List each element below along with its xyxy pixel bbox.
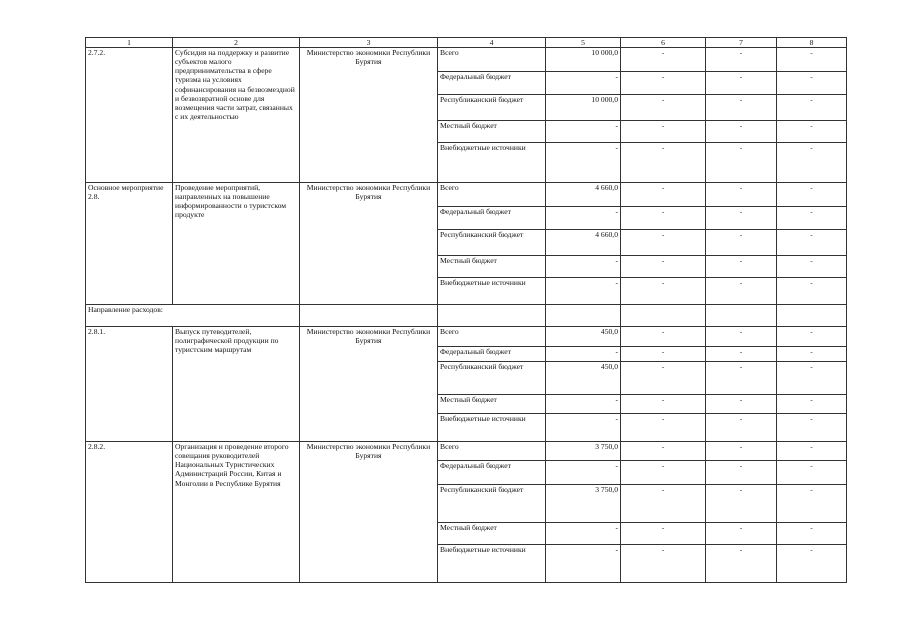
amount-dash: - (621, 143, 706, 183)
amount-total: - (546, 395, 621, 414)
funding-source: Всего (438, 183, 546, 207)
amount-dash: - (621, 183, 706, 207)
amount-dash: - (777, 347, 847, 362)
amount-dash: - (706, 278, 777, 305)
amount-dash: - (621, 48, 706, 72)
item-name: Выпуск путеводителей, полиграфической продукции по туристским маршрутам (173, 327, 300, 442)
budget-row (86, 327, 847, 347)
amount-dash: - (777, 278, 847, 305)
amount-total: 10 000,0 (546, 48, 621, 72)
item-code: 2.7.2. (86, 48, 173, 183)
amount-dash: - (706, 395, 777, 414)
amount-dash: - (706, 143, 777, 183)
amount-total: - (546, 121, 621, 143)
amount-dash: - (706, 442, 777, 461)
amount-dash: - (777, 95, 847, 121)
funding-source: Федеральный бюджет (438, 347, 546, 362)
amount-dash: - (777, 395, 847, 414)
amount-dash: - (621, 278, 706, 305)
amount-dash: - (621, 395, 706, 414)
budget-row (86, 442, 847, 461)
budget-row (86, 183, 847, 207)
funding-source: Всего (438, 327, 546, 347)
funding-source: Республиканский бюджет (438, 230, 546, 256)
empty-cell (546, 305, 621, 327)
amount-dash: - (777, 48, 847, 72)
amount-dash: - (777, 256, 847, 278)
amount-total: 450,0 (546, 327, 621, 347)
amount-dash: - (706, 523, 777, 545)
amount-total: - (546, 207, 621, 230)
amount-dash: - (621, 256, 706, 278)
item-name: Проведение мероприятий, направленных на повышение информированности о туристском продукте (173, 183, 300, 305)
funding-source: Федеральный бюджет (438, 72, 546, 95)
column-number: 3 (300, 38, 438, 48)
direction-label: Направление расходов: (86, 305, 300, 327)
amount-dash: - (621, 545, 706, 583)
funding-source: Федеральный бюджет (438, 207, 546, 230)
amount-total: 4 660,0 (546, 183, 621, 207)
amount-dash: - (777, 327, 847, 347)
amount-dash: - (621, 523, 706, 545)
amount-dash: - (777, 545, 847, 583)
column-number-row (86, 38, 847, 48)
column-number: 4 (438, 38, 546, 48)
funding-source: Республиканский бюджет (438, 95, 546, 121)
amount-total: 3 750,0 (546, 442, 621, 461)
item-code: Основное мероприятие 2.8. (86, 183, 173, 305)
amount-dash: - (777, 230, 847, 256)
amount-total: - (546, 72, 621, 95)
amount-dash: - (621, 230, 706, 256)
funding-source: Всего (438, 442, 546, 461)
amount-dash: - (706, 48, 777, 72)
amount-dash: - (777, 362, 847, 395)
amount-total: - (546, 143, 621, 183)
amount-dash: - (777, 183, 847, 207)
direction-row (86, 305, 847, 327)
column-number: 1 (86, 38, 173, 48)
item-executor: Министерство экономики Республики Бурятия (300, 327, 438, 442)
amount-dash: - (706, 121, 777, 143)
amount-dash: - (621, 327, 706, 347)
item-code: 2.8.1. (86, 327, 173, 442)
amount-dash: - (777, 121, 847, 143)
column-number: 8 (777, 38, 847, 48)
amount-dash: - (706, 230, 777, 256)
amount-total: - (546, 461, 621, 485)
funding-source: Внебюджетные источники (438, 278, 546, 305)
amount-dash: - (706, 461, 777, 485)
amount-dash: - (777, 523, 847, 545)
amount-dash: - (777, 72, 847, 95)
amount-total: 4 660,0 (546, 230, 621, 256)
empty-cell (438, 305, 546, 327)
empty-cell (777, 305, 847, 327)
amount-total: 450,0 (546, 362, 621, 395)
amount-dash: - (621, 121, 706, 143)
column-number: 5 (546, 38, 621, 48)
amount-dash: - (621, 72, 706, 95)
amount-dash: - (621, 207, 706, 230)
amount-dash: - (621, 95, 706, 121)
amount-dash: - (621, 347, 706, 362)
amount-dash: - (777, 485, 847, 523)
item-name: Субсидия на поддержку и развитие субъектов малого предпринимательства в сфере туризма на условиях софинансирования на безвозмездной и безвозвратной основе для возмещения части затрат, связанных с их деятельностью (173, 48, 300, 183)
amount-dash: - (706, 485, 777, 523)
amount-total: 10 000,0 (546, 95, 621, 121)
amount-dash: - (706, 183, 777, 207)
funding-source: Республиканский бюджет (438, 485, 546, 523)
amount-dash: - (777, 143, 847, 183)
column-number: 6 (621, 38, 706, 48)
amount-dash: - (706, 256, 777, 278)
amount-dash: - (706, 362, 777, 395)
amount-dash: - (706, 95, 777, 121)
amount-total: - (546, 414, 621, 442)
amount-total: 3 750,0 (546, 485, 621, 523)
item-executor: Министерство экономики Республики Бурятия (300, 442, 438, 583)
amount-dash: - (777, 207, 847, 230)
amount-dash: - (706, 545, 777, 583)
item-executor: Министерство экономики Республики Бурятия (300, 183, 438, 305)
amount-total: - (546, 256, 621, 278)
amount-total: - (546, 545, 621, 583)
funding-source: Республиканский бюджет (438, 362, 546, 395)
funding-source: Местный бюджет (438, 395, 546, 414)
amount-dash: - (706, 414, 777, 442)
column-number: 2 (173, 38, 300, 48)
budget-table (85, 37, 847, 583)
amount-total: - (546, 347, 621, 362)
funding-source: Внебюджетные источники (438, 143, 546, 183)
item-name: Организация и проведение второго совещания руководителей Национальных Туристических Администраций России, Китая и Монголии в Республике Бурятия (173, 442, 300, 583)
amount-total: - (546, 523, 621, 545)
empty-cell (706, 305, 777, 327)
item-code: 2.8.2. (86, 442, 173, 583)
amount-dash: - (777, 442, 847, 461)
amount-dash: - (777, 461, 847, 485)
amount-dash: - (621, 442, 706, 461)
amount-dash: - (706, 207, 777, 230)
empty-cell (300, 305, 438, 327)
funding-source: Внебюджетные источники (438, 414, 546, 442)
column-number: 7 (706, 38, 777, 48)
amount-dash: - (777, 414, 847, 442)
amount-dash: - (621, 414, 706, 442)
funding-source: Местный бюджет (438, 523, 546, 545)
amount-dash: - (621, 485, 706, 523)
empty-cell (621, 305, 706, 327)
funding-source: Федеральный бюджет (438, 461, 546, 485)
funding-source: Всего (438, 48, 546, 72)
budget-row (86, 48, 847, 72)
funding-source: Местный бюджет (438, 121, 546, 143)
amount-total: - (546, 278, 621, 305)
amount-dash: - (621, 461, 706, 485)
amount-dash: - (706, 72, 777, 95)
funding-source: Внебюджетные источники (438, 545, 546, 583)
item-executor: Министерство экономики Республики Бурятия (300, 48, 438, 183)
amount-dash: - (621, 362, 706, 395)
amount-dash: - (706, 327, 777, 347)
funding-source: Местный бюджет (438, 256, 546, 278)
amount-dash: - (706, 347, 777, 362)
